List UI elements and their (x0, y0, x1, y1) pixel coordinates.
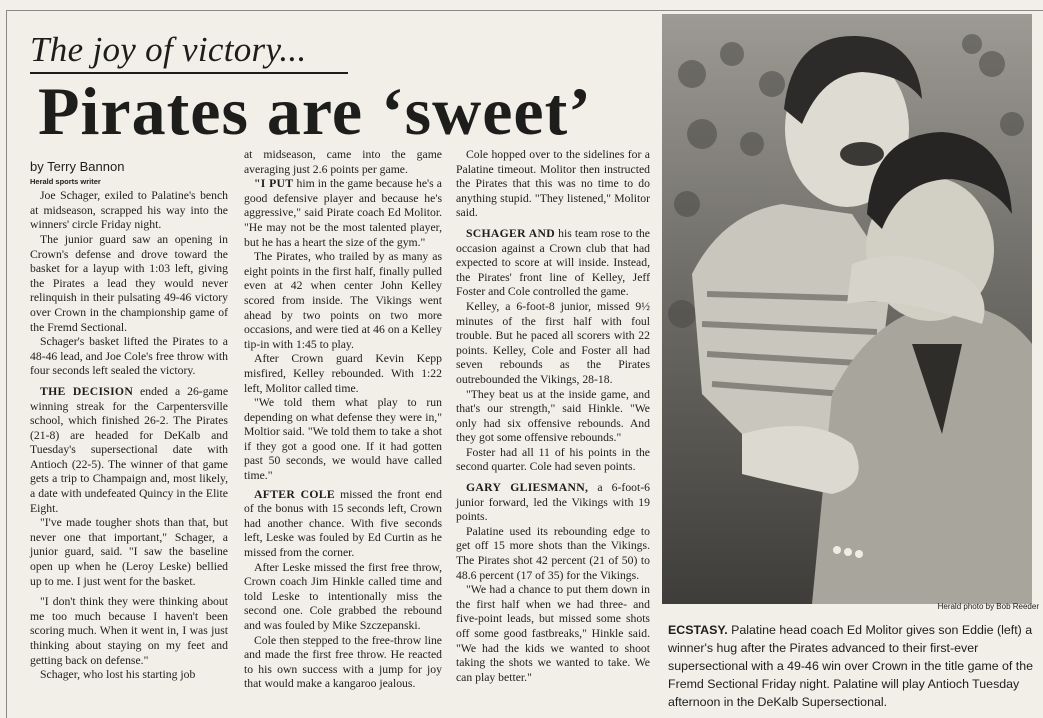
paragraph (244, 177, 442, 250)
paragraph-text: his team rose to the occasion against a Crown club that had expected to score at will inside. Instead, the Pirates' front line of Kelley, Jeff Foster and Cole controlled the game. (456, 226, 650, 299)
paragraph-text: missed the front end of the bonus with 15 seconds left, Crown had another chance. With five seconds left, Leske was fouled by Ed Curtin as he missed from the corner. (244, 487, 442, 560)
kicker: The joy of victory... (30, 30, 307, 69)
paragraph: After Crown guard Kevin Kepp misfired, Kelley rebounded. With 1:22 left, Molitor called time. (244, 352, 442, 395)
paragraph: Cole then stepped to the free-throw line and made the first free throw. He reacted to his own success with a jump for joy that would make a kangaroo jealous. (244, 633, 442, 691)
paragraph: Joe Schager, exiled to Palatine's bench at midseason, scrapped his way into the winners' circle Friday night. (30, 189, 228, 232)
paragraph: The junior guard saw an opening in Crown's defense and drove toward the basket for a layup with 1:03 left, giving the Pirates a lead they would never relinquish in their pulsating 49-46 victory over Crown in the championship game of the Fremd Sectional. (30, 232, 228, 334)
paragraph (30, 385, 228, 516)
paragraph-lead: AFTER COLE (254, 487, 335, 501)
paragraph: "We had a chance to put them down in the first half when we had three- and five-point leads, but missed some shots off some good fastbreaks," Hinkle said. "We had the kids we wanted to shoot taking the shots we wanted to take. We can play better." (456, 583, 650, 684)
paragraph: Kelley, a 6-foot-8 junior, missed 9½ minutes of the first half with foul trouble. But he paced all scorers with 22 points. Kelley, Cole and Foster all had seven rebounds as the Pirates outrebounded the Vikings, 28-18. (456, 299, 650, 386)
paragraph: The Pirates, who trailed by as many as eight points in the first half, finally pulled even at 42 when center John Kelley scored from inside. The Vikings went ahead by two points on two more occasions, and were tied at 46 on a Kelley tip-in with 1:45 to play. (244, 250, 442, 351)
paragraph (456, 227, 650, 300)
paragraph: at midseason, came into the game averaging just 2.6 points per game. (244, 148, 442, 176)
paragraph-lead: THE DECISION (40, 384, 134, 398)
paragraph-text: a 6-foot-6 junior forward, led the Vikings with 19 points. (456, 481, 650, 524)
photo-father-son-hug (662, 14, 1032, 604)
photo-credit: Herald photo by Bob Reeder (937, 602, 1039, 611)
paragraph: After Leske missed the first free throw, Crown coach Jim Hinkle called time and told Leske to intentionally miss the second one. Cole grabbed the rebound and was fouled by Mike Szczepanski. (244, 560, 442, 632)
paragraph-lead: SCHAGER AND (466, 226, 555, 240)
paragraph: "We told them what play to run depending on what defense they were in," Moltior said. "We told them to take a shot if they got a good one. If it had gotten past 50 seconds, we would have called time." (244, 396, 442, 483)
paragraph: Schager, who lost his starting job (40, 668, 196, 682)
caption-text: Palatine head coach Ed Molitor gives son Eddie (left) a winner's hug after the Pirates advanced to their first-ever supersectional with a 49-46 win over Crown in the title game of the Fremd Sectional Friday night. Palatine will play Antioch Tuesday afternoon in the DeKalb Supersectional. (668, 623, 1034, 709)
byline-title: Herald sports writer (30, 176, 101, 186)
paragraph: Schager's basket lifted the Pirates to a 48-46 lead, and Joe Cole's free throw with four seconds left sealed the victory. (30, 335, 228, 378)
paragraph-text: ended a 26-game winning streak for the Carpentersville school, which finished 26-2. The Pirates (21-8) are headed for DeKalb and Tuesday's supersectional date with Antioch (22-5). The winner of that game gets a trip to Champaign and, most likely, a date with undefeated Quincy in the Elite Eight. (30, 384, 229, 515)
paragraph: "They beat us at the inside game, and that's our strength," said Hinkle. "We only had six offensive rebounds. And they got some offensive rebounds." (456, 387, 650, 445)
paragraph (456, 481, 650, 525)
caption-lead: ECSTASY. (668, 623, 728, 637)
paragraph-lead: GARY GLIESMANN, (466, 481, 589, 495)
article-column-2 (244, 148, 442, 692)
byline: by Terry Bannon (30, 159, 125, 174)
paragraph: Palatine used its rebounding edge to get off 15 more shots than the Vikings. The Pirates shot 42 percent (21 of 50) to 48.6 percent (17 of 35) for the Vikings. (456, 524, 650, 582)
photo-caption (668, 621, 1040, 711)
paragraph-text: him in the game because he's a good defensive player and because he's aggressive," said Pirate coach Ed Molitor. "He may not be the most talented player, but he has a heart the size of the gym." (244, 177, 442, 249)
paragraph: "I don't think they were thinking about me too much because I haven't been scoring much. When it went in, I was just thinking about staying on my feet and getting back on defense." (30, 595, 228, 667)
headline: Pirates are ‘sweet’ (38, 73, 592, 149)
article-column-3 (456, 148, 650, 685)
paragraph (244, 488, 442, 561)
paragraph: "I've made tougher shots than that, but never one that important," Schager, a junior guard, said. "I saw the baseline open up when he (Leroy Leske) bellied up to me. I just went for the basket. (30, 516, 228, 588)
article-column-1 (30, 160, 228, 683)
paragraph: Foster had all 11 of his points in the second quarter. Cole had seven points. (456, 445, 650, 474)
paragraph: Cole hopped over to the sidelines for a Palatine timeout. Molitor then instructed the Pirates that this was no time to do anything stupid. "They listened," Molitor said. (456, 148, 650, 220)
paragraph-lead: "I PUT (254, 177, 294, 191)
